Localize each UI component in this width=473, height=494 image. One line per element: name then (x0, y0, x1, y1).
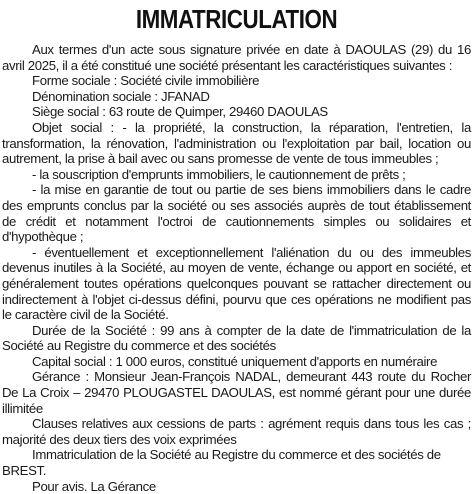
purpose-alienation: - éventuellement et exceptionnellement l'aliénation du ou des immeubles devenus inutiles à la Société, au moyen de vente, échange ou apport en société, et généralement toutes opérations quelconques pouvant se rattacher directement ou indirectement à l'objet ci-dessus défini, pourvu que ces opérations ne modifient pas le caractère civil de la Société. (2, 244, 471, 323)
legal-form: Forme sociale : Société civile immobilière (32, 73, 260, 89)
management: Gérance : Monsieur Jean-François NADAL, demeurant 443 route du Rocher De La Croix – 29470 PLOUGASTEL DAOULAS, est nommé gérant pour une durée illimitée (2, 369, 471, 416)
purpose-loans: - la souscription d'emprunts immobiliers, le cautionnement de prêts ; (32, 166, 406, 182)
company-duration: Durée de la Société : 99 ans à compter de la date de l'immatriculation de la Société au Registre du commerce et des sociétés (2, 322, 471, 354)
signature-line: Pour avis. La Gérance (32, 478, 156, 494)
company-name: Dénomination sociale : JFANAD (32, 88, 210, 104)
purpose-guarantees: - la mise en garantie de tout ou partie de ses biens immobiliers dans le cadre des emprunts conclus par la société ou ses associés auprès de tout établissement de crédit et notamment l'octroi de cautionnements simples ou solidaires et d'hypothèque ; (2, 182, 471, 245)
share-capital: Capital social : 1 000 euros, constitué uniquement d'apports en numéraire (32, 353, 438, 369)
notice-body (2, 42, 471, 494)
registered-office: Siège social : 63 route de Quimper, 29460 DAOULAS (32, 104, 328, 120)
corporate-purpose: Objet social : - la propriété, la construction, la réparation, l'entretien, la transformation, la rénovation, l'administration ou l'exploitation par bail, location ou autrement, la prise à bail avec ou sans promesse de vente de tous immeubles ; (2, 119, 471, 167)
intro-paragraph: Aux termes d'un acte sous signature privée en date à DAOULAS (29) du 16 avril 2025, il a été constitué une société présentant les caractéristiques suivantes : (2, 42, 471, 73)
registration: Immatriculation de la Société au Registre du commerce et des sociétés de BREST. (2, 447, 441, 479)
notice-title: IMMATRICULATION (135, 4, 338, 34)
share-transfer-clauses: Clauses relatives aux cessions de parts : agrément requis dans tous les cas ; majorité des deux tiers des voix exprimées (2, 416, 471, 447)
